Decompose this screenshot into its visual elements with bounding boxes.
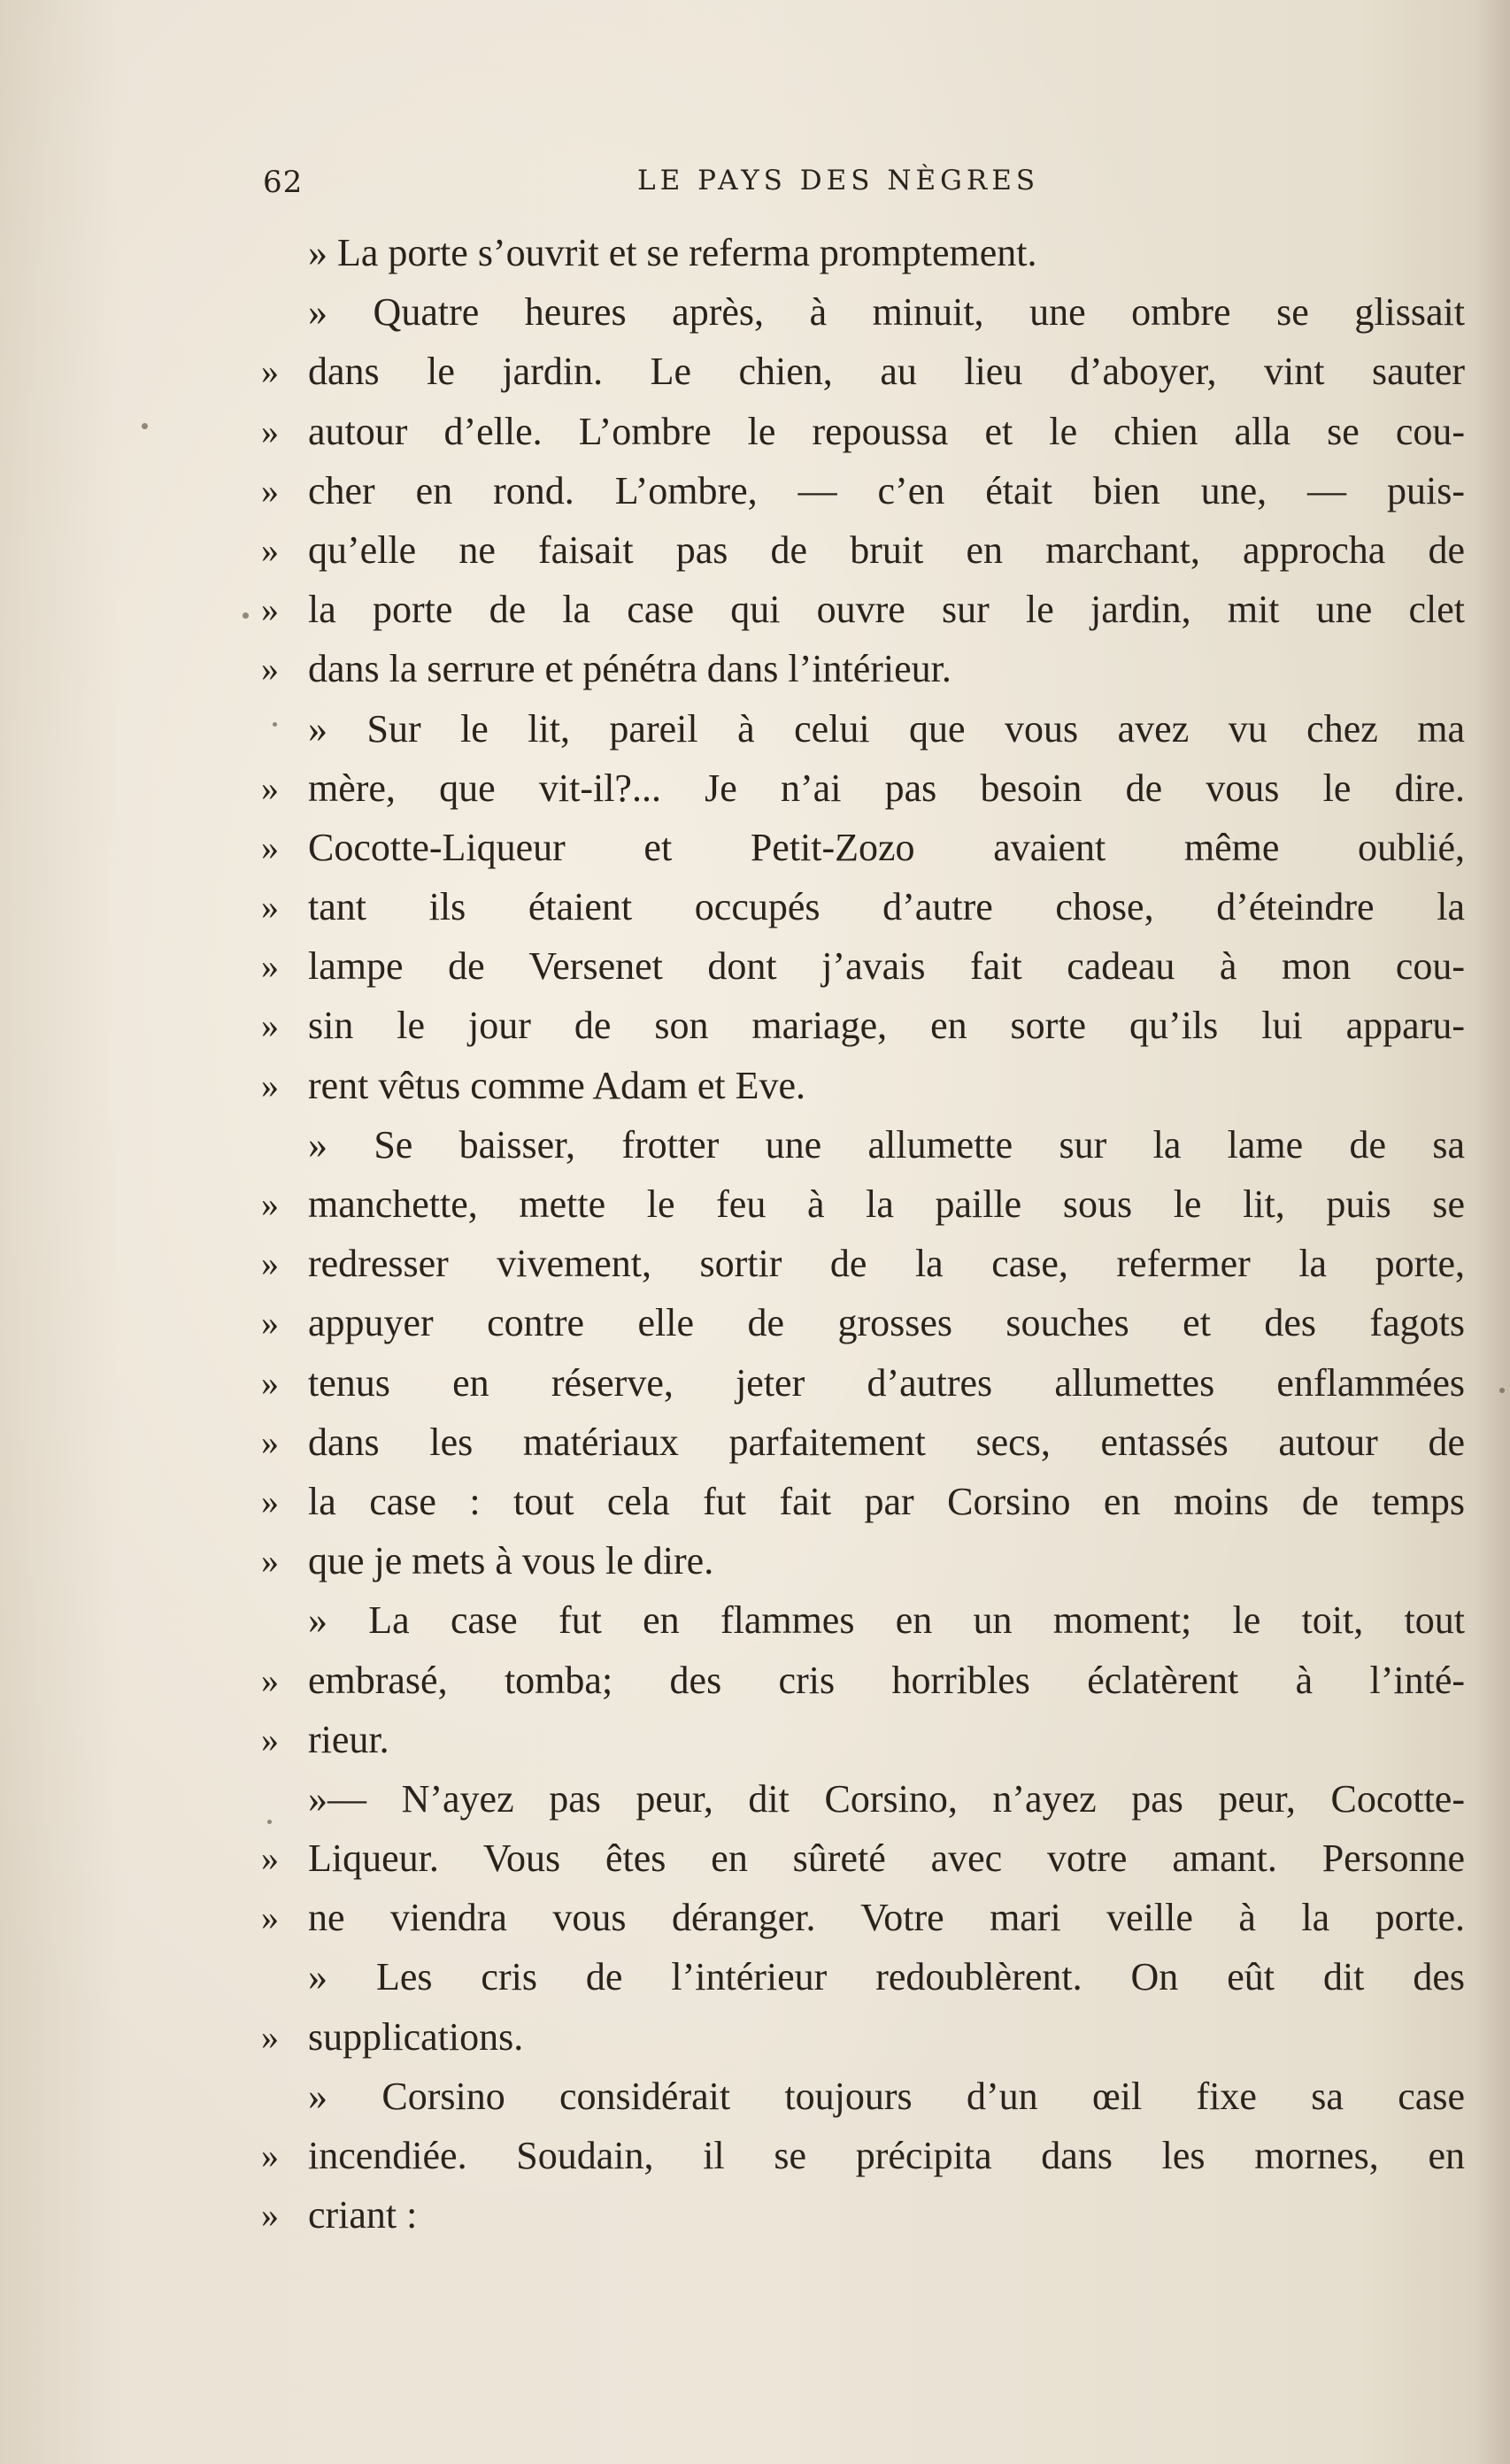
line-guillemet: » — [261, 1184, 279, 1224]
text-line — [257, 1115, 1465, 1174]
text-line — [257, 1531, 1465, 1590]
text-line — [257, 2126, 1465, 2185]
text-line — [257, 580, 1465, 639]
line-text: rieur. — [308, 1717, 389, 1761]
line-guillemet: » — [261, 589, 279, 630]
line-guillemet: » — [261, 1481, 279, 1521]
line-text: sin le jour de son mariage, en sorte qu’ils lui apparu- — [308, 1004, 1465, 1048]
line-guillemet: » — [261, 1838, 279, 1879]
text-line — [257, 402, 1465, 461]
text-line — [257, 2067, 1465, 2126]
line-text: embrasé, tomba; des cris horribles éclatèrent à l’inté- — [308, 1658, 1465, 1702]
line-guillemet: » — [261, 2136, 279, 2175]
line-guillemet: » — [261, 529, 279, 570]
text-line — [257, 1769, 1465, 1829]
text-line — [257, 282, 1465, 342]
line-guillemet: » — [261, 1065, 279, 1105]
line-text: » La case fut en flammes en un moment; le toit, tout — [308, 1598, 1465, 1643]
line-guillemet: » — [261, 887, 279, 928]
text-line — [257, 2007, 1465, 2067]
text-line — [257, 1353, 1465, 1413]
text-line — [257, 1472, 1465, 1531]
text-line — [257, 223, 1465, 282]
line-text: manchette, mette le feu à la paille sous le lit, puis se — [308, 1182, 1465, 1226]
text-line — [257, 1651, 1465, 1710]
line-guillemet: » — [261, 649, 279, 689]
text-line — [257, 1234, 1465, 1293]
line-text: tenus en réserve, jeter d’autres allumettes enflammées — [308, 1360, 1465, 1405]
page-edge-shadow — [1475, 0, 1510, 2464]
text-line — [257, 342, 1465, 401]
paper-speck — [273, 722, 277, 727]
page-number: 62 — [263, 165, 304, 200]
line-text: » Sur le lit, pareil à celui que vous avez vu chez ma — [308, 706, 1465, 751]
text-line — [257, 1947, 1465, 2006]
line-guillemet: » — [261, 351, 279, 392]
text-line — [257, 758, 1465, 818]
line-text: » La porte s’ouvrit et se referma promptement. — [308, 231, 1037, 274]
text-line — [257, 1293, 1465, 1352]
line-guillemet: » — [261, 470, 279, 511]
text-line — [257, 1829, 1465, 1888]
text-line — [257, 1590, 1465, 1650]
line-guillemet: » — [261, 411, 279, 451]
text-line — [257, 1888, 1465, 1947]
line-guillemet: » — [261, 2016, 279, 2057]
line-text: dans les matériaux parfaitement secs, entassés autour de — [308, 1420, 1465, 1464]
line-text: dans le jardin. Le chien, au lieu d’aboyer, vint sauter — [308, 350, 1465, 394]
line-text: appuyer contre elle de grosses souches et des fagots — [308, 1301, 1465, 1345]
line-text: » Se baisser, frotter une allumette sur la lame de sa — [308, 1122, 1465, 1167]
line-text: criant : — [308, 2193, 418, 2237]
line-text: incendiée. Soudain, il se précipita dans les mornes, en — [308, 2134, 1465, 2177]
line-text: » Les cris de l’intérieur redoublèrent. On eût dit des — [308, 1955, 1465, 1999]
paper-speck — [142, 423, 148, 429]
line-text: cher en rond. L’ombre, — c’en était bien une, — puis- — [308, 468, 1465, 512]
text-line — [257, 1413, 1465, 1472]
line-guillemet: » — [261, 1659, 279, 1700]
text-line — [257, 461, 1465, 520]
line-guillemet: » — [261, 1244, 279, 1284]
line-guillemet: » — [261, 1898, 279, 1938]
running-head: LE PAYS DES NÈGRES — [637, 165, 1040, 196]
line-text: Cocotte-Liqueur et Petit-Zozo avaient même oublié, — [308, 825, 1465, 869]
line-guillemet: » — [261, 767, 279, 808]
line-guillemet: » — [261, 1421, 279, 1462]
line-text: »— N’ayez pas peur, dit Corsino, n’ayez pas peur, Cocotte- — [308, 1776, 1465, 1821]
text-line — [257, 1056, 1465, 1115]
text-line — [257, 818, 1465, 877]
text-line — [257, 877, 1465, 936]
line-text: qu’elle ne faisait pas de bruit en marchant, approcha de — [308, 527, 1465, 572]
text-line — [257, 2185, 1465, 2245]
line-guillemet: » — [261, 946, 279, 987]
paper-speck — [1499, 1388, 1505, 1393]
paper-speck — [243, 612, 249, 619]
text-line — [257, 1174, 1465, 1234]
line-guillemet: » — [261, 1362, 279, 1403]
line-text: mère, que vit-il?... Je n’ai pas besoin de vous le dire. — [308, 766, 1465, 810]
text-line — [257, 996, 1465, 1055]
body-text — [257, 223, 1465, 2245]
line-guillemet: » — [261, 827, 279, 867]
line-guillemet: » — [261, 2195, 279, 2236]
line-text: tant ils étaient occupés d’autre chose, d’éteindre la — [308, 885, 1465, 929]
line-text: supplications. — [308, 2014, 524, 2059]
text-line — [257, 520, 1465, 580]
line-text: dans la serrure et pénétra dans l’intérieur. — [308, 647, 951, 691]
line-guillemet: » — [261, 1719, 279, 1759]
text-line — [257, 1710, 1465, 1769]
line-guillemet: » — [261, 1541, 279, 1582]
line-guillemet: » — [261, 1303, 279, 1344]
line-text: que je mets à vous le dire. — [308, 1539, 714, 1583]
line-text: rent vêtus comme Adam et Eve. — [308, 1063, 806, 1107]
line-text: autour d’elle. L’ombre le repoussa et le chien alla se cou- — [308, 409, 1465, 453]
text-line — [257, 699, 1465, 758]
paper-speck — [267, 1820, 272, 1824]
text-line — [257, 936, 1465, 996]
line-guillemet: » — [261, 1005, 279, 1046]
line-text: » Quatre heures après, à minuit, une ombre se glissait — [308, 290, 1465, 335]
line-text: la porte de la case qui ouvre sur le jardin, mit une clet — [308, 588, 1465, 632]
text-line — [257, 639, 1465, 698]
line-text: ne viendra vous déranger. Votre mari veille à la porte. — [308, 1896, 1465, 1940]
line-text: redresser vivement, sortir de la case, refermer la porte, — [308, 1242, 1465, 1286]
line-text: » Corsino considérait toujours d’un œil fixe sa case — [308, 2074, 1465, 2118]
line-text: la case : tout cela fut fait par Corsino en moins de temps — [308, 1479, 1465, 1523]
line-text: Liqueur. Vous êtes en sûreté avec votre amant. Personne — [308, 1836, 1465, 1881]
line-text: lampe de Versenet dont j’avais fait cadeau à mon cou- — [308, 944, 1465, 989]
